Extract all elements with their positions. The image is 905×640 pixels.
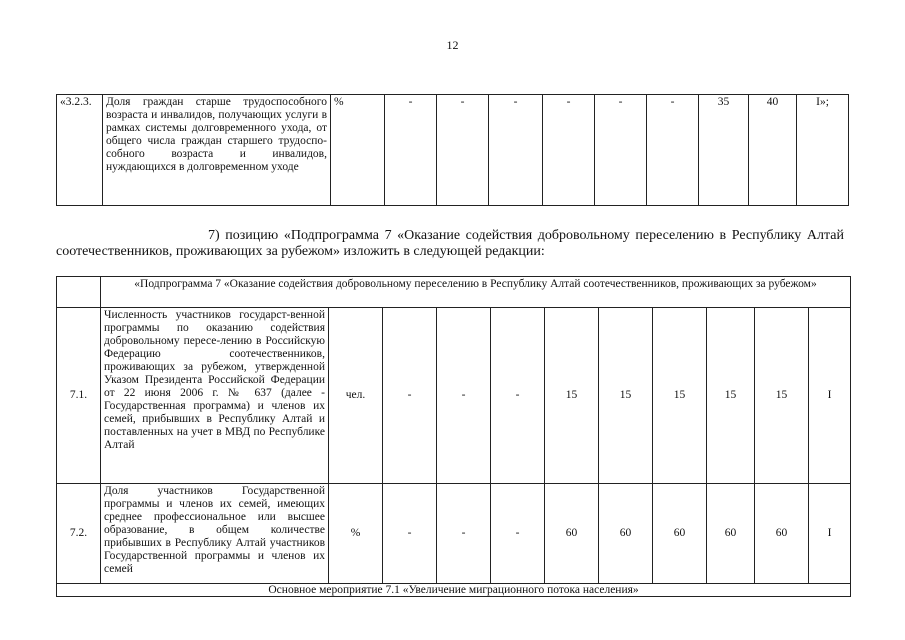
value-cell: - — [385, 95, 437, 206]
value-cell: 15 — [599, 308, 653, 484]
value-cell: - — [437, 308, 491, 484]
value-cell: 15 — [545, 308, 599, 484]
last-cell: I — [809, 484, 851, 584]
value-cell: - — [383, 308, 437, 484]
value-cell: 15 — [707, 308, 755, 484]
value-cell: 40 — [749, 95, 797, 206]
value-cell: - — [491, 308, 545, 484]
value-cell: 60 — [707, 484, 755, 584]
unit-cell: чел. — [329, 308, 383, 484]
value-cell: 15 — [755, 308, 809, 484]
unit-cell: % — [329, 484, 383, 584]
value-cell: - — [383, 484, 437, 584]
value-cell: 60 — [755, 484, 809, 584]
table-row — [57, 277, 851, 308]
value-cell: - — [491, 484, 545, 584]
value-cell: 60 — [653, 484, 707, 584]
value-cell: - — [437, 95, 489, 206]
value-cell: - — [647, 95, 699, 206]
value-cell: - — [595, 95, 647, 206]
value-cell: - — [437, 484, 491, 584]
value-cell: 60 — [599, 484, 653, 584]
value-cell: 60 — [545, 484, 599, 584]
table-row — [57, 95, 849, 206]
value-cell: - — [489, 95, 543, 206]
main-activity-footer: Основное мероприятие 7.1 «Увеличение миграционного потока населения» — [57, 584, 851, 597]
subprogram-header: «Подпрограмма 7 «Оказание содействия добровольному переселению в Республику Алтай соотечественников, проживающих за рубежом» — [101, 277, 851, 308]
row-number: «3.2.3. — [57, 95, 103, 206]
value-cell: - — [543, 95, 595, 206]
table-row — [57, 308, 851, 484]
row-number: 7.1. — [57, 308, 101, 484]
page-number: 12 — [446, 38, 459, 52]
indicator-name: Доля граждан старше трудоспособного возраста и инвалидов, получающих услуги в рамках системы долговременного ухода, от общего числа граждан старшего трудоспо-собного возраста и инвалидов, нуждающихся в долговременном уходе — [103, 95, 331, 206]
unit-cell: % — [331, 95, 385, 206]
indicator-name: Численность участников государст-венной программы по оказанию содействия добровольному пересе-лению в Российскую Федерацию соотечественников, проживающих за рубежом, утвержденной Указом Президента Российской Федерации от 22 июня 2006 г. № 637 (далее - Государственная программа) и членов их семей, прибывших в Республику Алтай и поставленных на учет в МВД по Республике Алтай — [101, 308, 329, 484]
indicator-name: Доля участников Государственной программы и членов их семей, имеющих среднее профессиональное или высшее образование, в общем количестве прибывших в Республику Алтай участников Государственной программы и членов их семей — [101, 484, 329, 584]
indicator-table-top — [56, 94, 849, 206]
table-row — [57, 484, 851, 584]
indicator-table-subprogram-7 — [56, 276, 851, 597]
table-row — [57, 584, 851, 597]
value-cell: 15 — [653, 308, 707, 484]
last-cell: I»; — [797, 95, 849, 206]
row-number: 7.2. — [57, 484, 101, 584]
last-cell: I — [809, 308, 851, 484]
value-cell: 35 — [699, 95, 749, 206]
amendment-paragraph: 7) позицию «Подпрограмма 7 «Оказание содействия добровольному переселению в Республику Алтай соотечественников, проживающих за рубежом» изложить в следующей редакции: — [56, 228, 844, 259]
empty-cell — [57, 277, 101, 308]
